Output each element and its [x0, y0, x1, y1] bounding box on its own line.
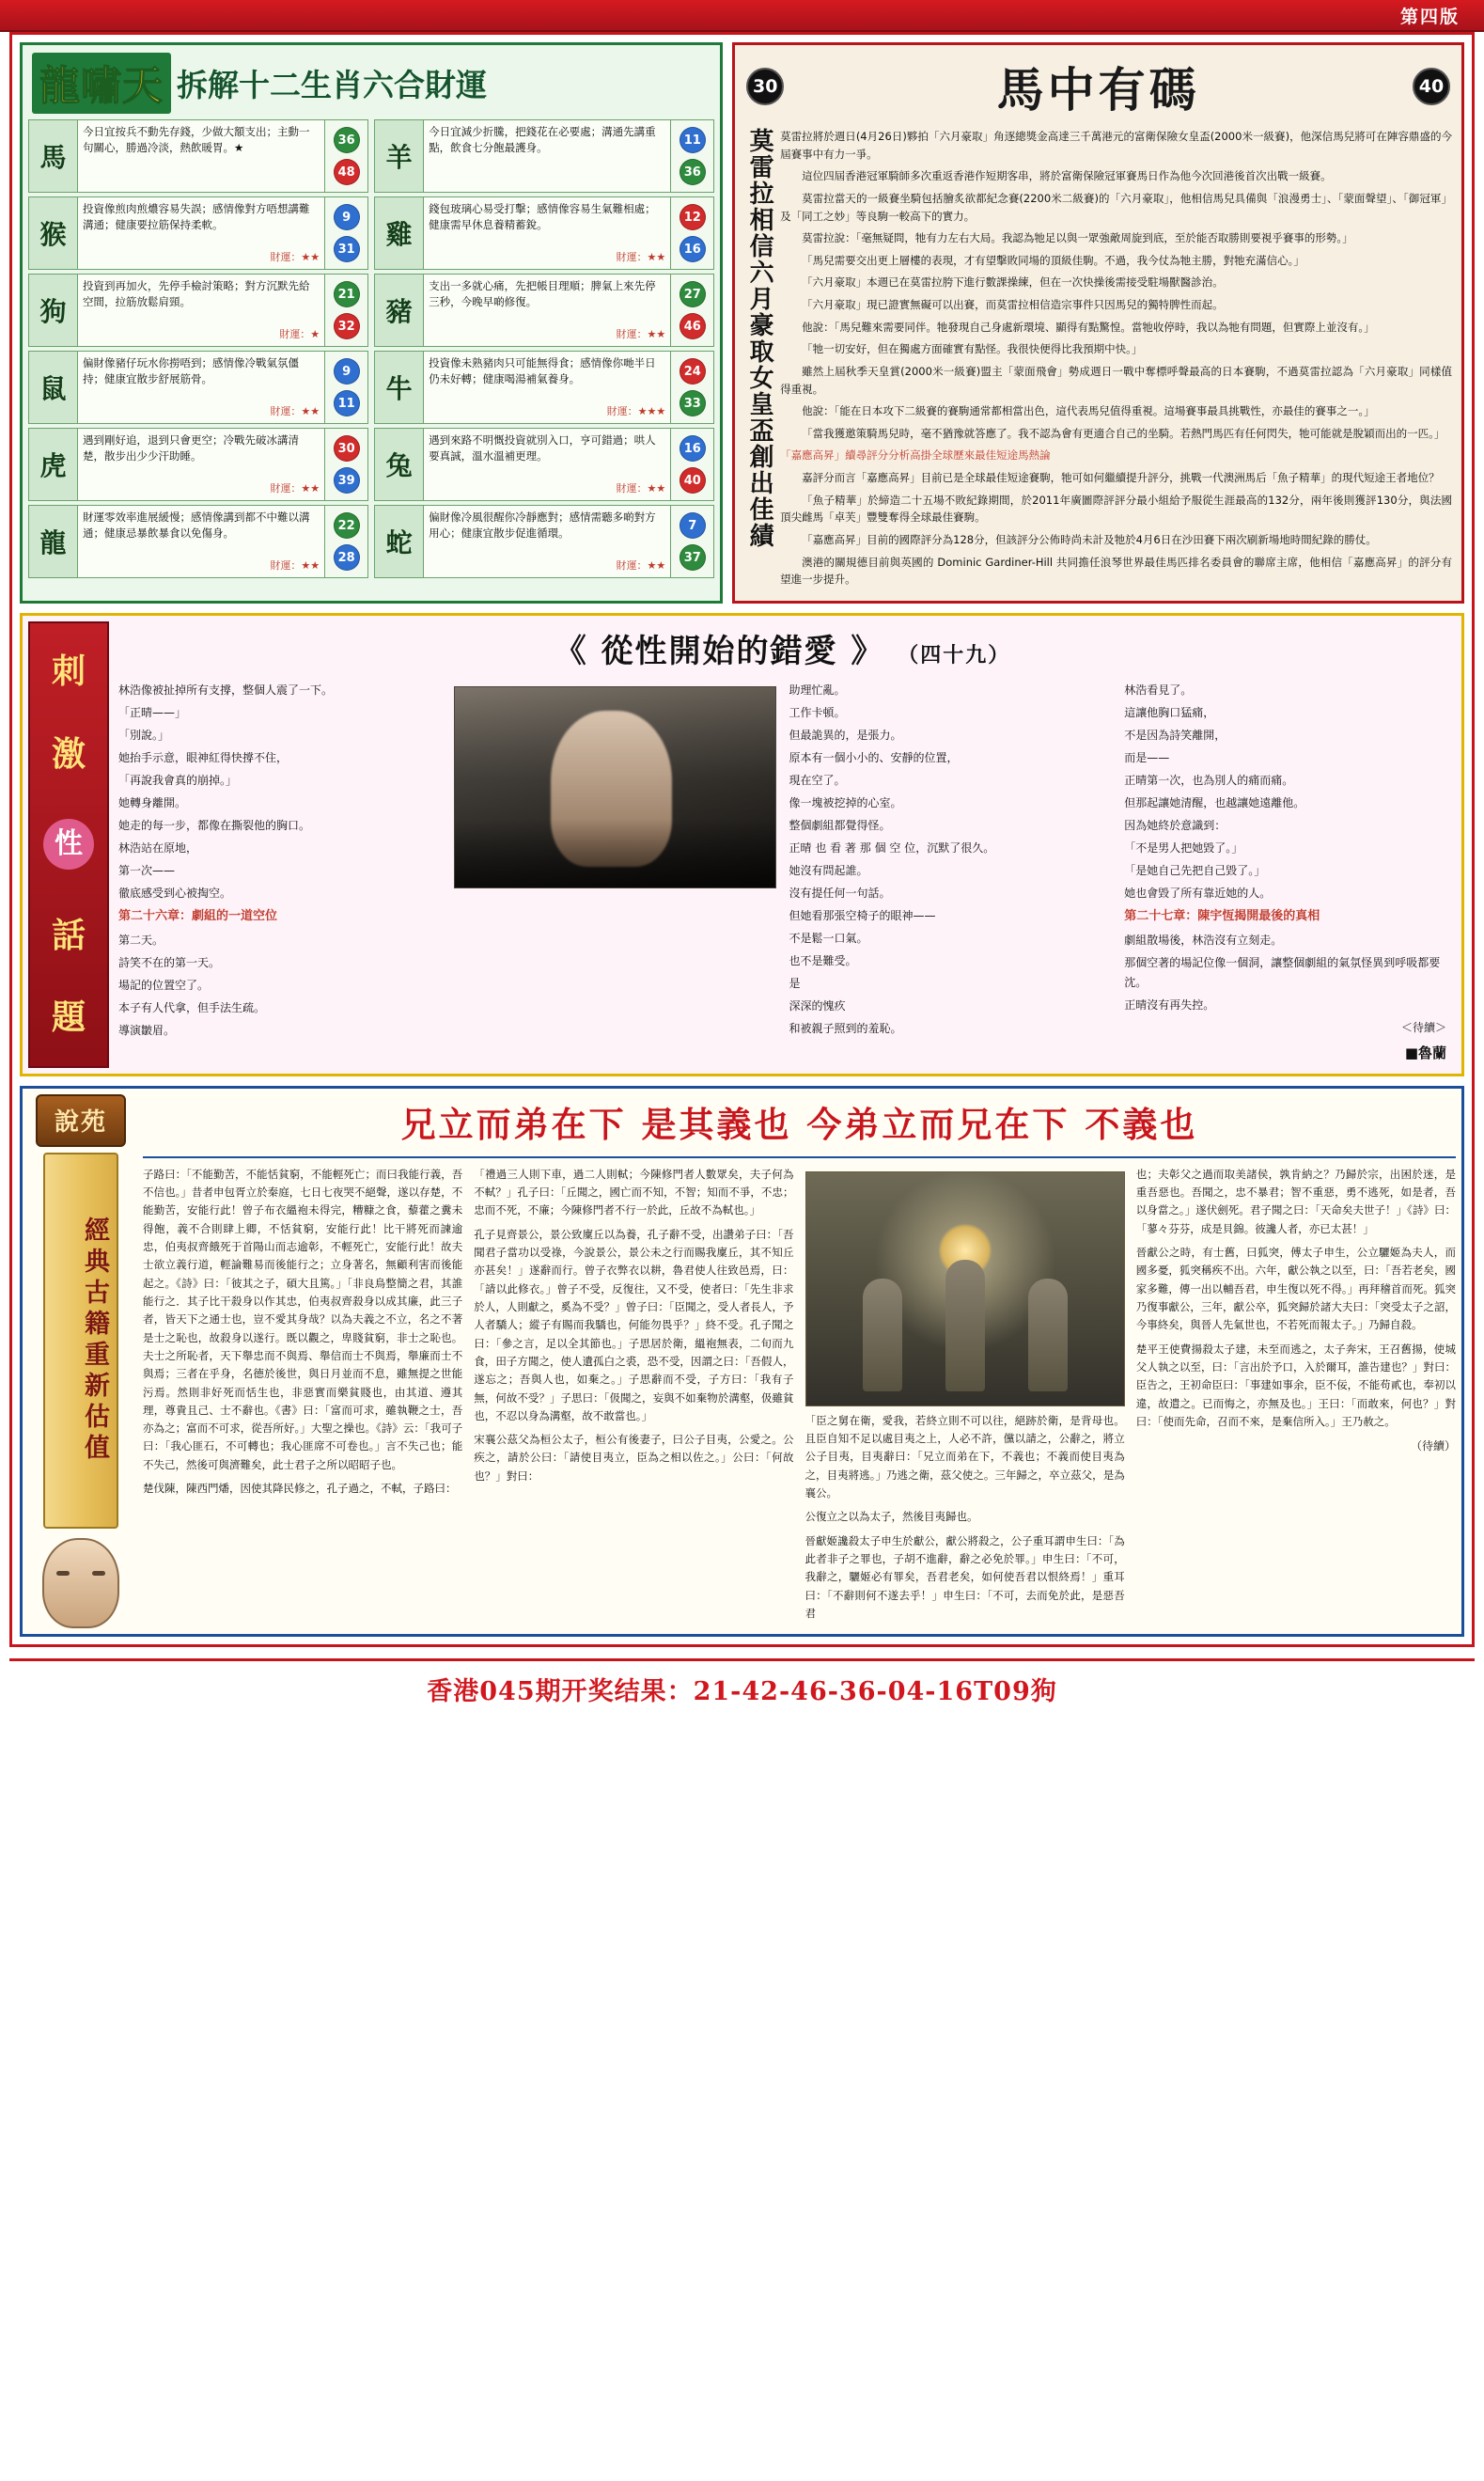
zodiac-lucky-numbers [670, 275, 713, 346]
zodiac-sign-name: 狗 [29, 275, 78, 346]
zodiac-lucky-numbers [324, 197, 367, 269]
classic-main [133, 1094, 1456, 1628]
classic-column-1 [143, 1166, 462, 1628]
zodiac-advice: 今日宜減少折騰，把錢花在必要處；溝通先講重點，飲食七分飽最護身。 [429, 125, 656, 154]
zodiac-advice: 遇到剛好追，退到只會更空；冷戰先破冰講清楚，散步出少少汗助睡。 [83, 433, 299, 463]
lucky-number-ball: 32 [334, 313, 360, 339]
novel-line: 但那起讓她清醒，也越讓她遠離他。 [1124, 795, 1305, 809]
lucky-number-ball: 36 [680, 159, 706, 185]
classic-paragraph: 楚平王使費揚殺太子建，未至而逃之，太子奔宋，王召舊揚，使城父人執之以至，曰：「言出於予口，入於爾耳，誰告建也？」對曰：臣告之，王初命臣曰：「事建如事余，臣不佞，不能苟貳也，奉初以違，故遣之。已而悔之，亦無及也。」王曰：「而敢來，何也？」對曰：「使而先命，召而不來，是棄信所入。」王乃赦之。 [1135, 1342, 1456, 1428]
article-paragraph: 雖然上屆秋季天皇賞(2000米一級賽)盟主「蒙面飛會」勢成週日一戰中奪標呼聲最高的日本賽駒，不過莫雷拉認為「六月豪取」同樣值得重視。 [780, 364, 1452, 396]
lucky-number-ball: 48 [334, 159, 360, 185]
novel-line: 整個劇組都覺得怪。 [789, 818, 891, 832]
lucky-number-ball: 27 [680, 281, 706, 307]
lucky-number-ball: 21 [334, 281, 360, 307]
lucky-number-ball: 31 [334, 236, 360, 262]
novel-line: 她沒有問起誰。 [789, 863, 868, 877]
table-row [28, 351, 368, 424]
zodiac-title-main: 龍嘯天 [32, 53, 171, 114]
zodiac-fortune: 財運：★★ [270, 251, 320, 264]
novel-section [20, 613, 1464, 1076]
novel-line: 「別說。」 [118, 728, 170, 742]
lucky-number-ball: 39 [334, 467, 360, 494]
novel-title: 《 從性開始的錯愛 》 [554, 632, 885, 670]
article-paragraph: 「嘉應高昇」目前的國際評分為128分，但該評分公佈時尚未計及牠於4月6日在沙田賽下兩次刷新場地時間紀錄的勝仗。 [802, 532, 1377, 546]
lucky-number-ball: 36 [334, 127, 360, 153]
table-row [374, 119, 714, 193]
zodiac-advice: 遇到來路不明慨投資就別入口，亨可錯過；哄人要真誠，溫水溫補更理。 [429, 433, 656, 463]
figure-shape-icon [945, 1260, 985, 1391]
novel-line: 詩笑不在的第一天。 [118, 955, 221, 969]
novel-line: 第二天。 [118, 933, 164, 947]
table-row [28, 196, 368, 270]
novel-line: 劇組散場後，林浩沒有立刻走。 [1124, 933, 1283, 947]
page-number-label: 第四版 [1399, 6, 1460, 27]
lottery-result-text: 香港045期开奖结果：21-42-46-36-04-16T09狗 [427, 1677, 1057, 1707]
novel-line: 正晴 也 看 著 那 個 空 位，沉默了很久。 [789, 840, 995, 855]
novel-line: 「不是男人把她毀了。」 [1124, 840, 1243, 855]
novel-line: 「再說我會真的崩掉。」 [118, 773, 238, 787]
article-paragraph: 這位四屆香港冠軍騎師多次重返香港作短期客串，將於富衛保險冠軍賽馬日作為他今次回港後首次出戰一級賽。 [802, 169, 1332, 183]
novel-line: 林浩看見了。 [1124, 683, 1193, 697]
article-subheadline: 「嘉應高昇」續尋評分分析高掛全球歷來最佳短途馬熱論 [780, 448, 1051, 463]
article-paragraph: 莫雷拉當天的一級賽坐騎包括膾炙欲都紀念賽(2200米二級賽)的「六月豪取」，他相信馬兒具備與「浪漫勇士」、「蒙面聲望」、「御冠軍」及「同工之妙」等良駒一較高下的實力。 [780, 191, 1452, 223]
novel-line: 導演皺眉。 [118, 1023, 176, 1037]
sidebar-char-4: 話 [51, 915, 86, 955]
sidebar-char-5: 題 [51, 997, 86, 1037]
article-paragraph: 澳港的關規德目前與英國的 Dominic Gardiner-Hill 共同擔任浪琴世界最佳馬匹排名委員會的聯席主席，他相信「嘉應高昇」的評分有望進一步提升。 [780, 555, 1452, 587]
classic-illustration [805, 1171, 1125, 1406]
novel-sidebar-banner [28, 621, 109, 1068]
article-paragraph: 他說：「馬兒難來需要同伴。牠發現自己身處新環境、顯得有點驚惶。當牠收停時，我以為牠有問題，但實際上並沒有。」 [802, 320, 1375, 334]
article-paragraph: 「魚子精華」於締造二十五場不敗紀錄期間，於2011年廣圖際評評分最小組給予服從生涯最高的132分，兩年後則獲評130分，與法國頂尖雌馬「卓芙」豐雙奪得全球最佳賽駒。 [780, 493, 1452, 525]
novel-line: 第一次—— [118, 863, 176, 877]
zodiac-cell-text [424, 429, 670, 500]
zodiac-title-sub: 拆解十二生肖六合財運 [177, 67, 487, 103]
novel-line: 但最詭異的，是張力。 [789, 728, 902, 742]
page-content-frame [9, 32, 1475, 1647]
classic-paragraph: 孔子見齊景公，景公致廩丘以為養，孔子辭不受，出讚弟子曰：「吾聞君子當功以受祿，今說景公，景公未之行而賜我廩丘，其不知丘亦甚矣！」遂辭而行。曾子衣弊衣以耕，魯君使人往致邑焉，曰：「請以此修衣。」曾子不受，反復往，又不受，使者曰：「先生非求於人，人則獻之，奚為不受？」曾子曰：「臣聞之，受人者長人，予人者驕人；縱子有賜而我驕也，何能勿畏乎？」終不受。孔子聞之曰：「參之言，足以全其節也。」子思居於衛，縕袍無表，二旬而九食，田子方聞之，使人遺孤白之裘，恐不受，因謂之曰：「吾假人，遂忘之；吾與人也，如棄之。」子思辭而不受，子方曰：「我有子無，何故不受？」子思曰：「伋聞之，妄與不如棄物於溝壑，伋雖貧也，不忍以身為溝壑，故不敢當也。」 [474, 1227, 794, 1422]
zodiac-advice: 錢包玻璃心易受打擊；感情像容易生氣難相處；健康需早休息養精蓄銳。 [429, 202, 656, 231]
zodiac-table [28, 119, 714, 578]
lucky-number-ball: 11 [334, 390, 360, 416]
classic-column-3 [805, 1166, 1125, 1628]
zodiac-cell-text [78, 120, 324, 192]
zodiac-cell-text [424, 506, 670, 577]
lottery-result-bar [9, 1658, 1475, 1720]
novel-column-1 [118, 681, 441, 1068]
zodiac-cell-text [78, 429, 324, 500]
classic-paragraph: 子路曰：「不能勤苦，不能恬貧窮，不能輕死亡；而曰我能行義，吾不信也。」昔者申包胥立於秦庭，七日七夜哭不絕聲，遂以存楚，不能勤苦，安能行此！曾子布衣縕袍未得完，糟糠之食，藜藿之糞未得飽，義不合則肆上卿，不恬貧窮，安能行此！比干將死而諫逾忠，伯夷叔齊餓死于首陽山而志逾彰，不輕死亡，安能行此！故夫士欲立義行道，輕論難易而後能行之；立身著名，無顧利害而後能起之。《詩》曰：「彼其之子，碩大且篤。」「非良鳥整簡之君，其誰能行之．其子比干殺身以作其忠，伯夷叔齊殺身以成其廉，此三子者，皆天下之通士也，豈不愛其身哉？以為夫義之不立，名之不著是士之恥也，故殺身以遂行。既以觀之，卑賤貧窮，非士之恥也。夫士之所恥者，天下舉忠而不與焉、舉信而士不與焉，舉廉而士不與焉；三者在乎身，名德於後世，與日月並而不息，雖無提之世能污焉。然則非好死而恬生也，非惡實而樂貧賤也，由其道、遵其理，尊貴且己、士不辭也。《書》曰：「富而可求，雖執鞭之士，吾亦為之；富而不可求，從吾所好。」大聖之操也。《詩》云：「我可子曰：「我心匪石，不可轉也；我心匪席不可卷也。」言不失己也；能不失己，然後可與濟難矣，此士君子之所以昭昭子也。 [143, 1167, 463, 1471]
classic-section [20, 1086, 1464, 1637]
zodiac-advice: 今日宜按兵不動先存錢，少做大額支出；主動一句關心，勝過冷淡，熱飲暖胃。★ [83, 125, 310, 154]
article-paragraph: 「六月豪取」本週已在莫雷拉胯下進行數課操練，但在一次快操後需接受駐場獸醫診治。 [802, 275, 1224, 290]
novel-line: 徹底感受到心被掏空。 [118, 886, 232, 900]
classic-column-4 [1136, 1166, 1456, 1628]
zodiac-sign-name: 兔 [375, 429, 424, 500]
novel-line: 林浩站在原地， [118, 840, 198, 855]
zodiac-sign-name: 龍 [29, 506, 78, 577]
zodiac-advice: 投資到再加火，先停手檢討策略；對方沉默先給空間，拉筋放鬆肩頸。 [83, 279, 310, 308]
novel-line: 林浩像被扯掉所有支撐，整個人震了一下。 [118, 683, 334, 697]
zodiac-advice: 偏財像豬仔玩水你撈唔到；感情像冷戰氣氛僵持；健康宜散步舒展筋骨。 [83, 356, 299, 385]
table-row [28, 505, 368, 578]
novel-line: 「是她自己先把自己毀了。」 [1124, 863, 1266, 877]
scholar-portrait-icon [42, 1538, 119, 1628]
novel-line: 「正晴——」 [118, 705, 187, 719]
article-paragraph: 「六月豪取」現已證實無礙可以出賽，而莫雷拉相信造宗事件只因馬兒的獨特脾性而起。 [802, 298, 1224, 311]
horse-racing-panel [732, 42, 1464, 604]
zodiac-lucky-numbers [670, 197, 713, 269]
classic-scroll-banner: 經典古籍重新估值 [43, 1153, 118, 1529]
lucky-number-ball: 28 [334, 544, 360, 571]
lucky-number-ball: 16 [680, 435, 706, 462]
zodiac-advice: 投資像未熟豬肉只可能無得食；感情像你哋半日仍未好轉；健康喝湯補氣養身。 [429, 356, 656, 385]
classic-column-2 [474, 1166, 793, 1628]
zodiac-fortune: 財運：★★★ [606, 405, 666, 418]
zodiac-fortune: 財運：★★ [616, 251, 666, 264]
sidebar-char-1: 刺 [51, 652, 86, 692]
sidebar-char-3: 性 [43, 819, 94, 870]
horse-vertical-headline: 莫雷拉相信六月豪取女皇盃創出佳績 [745, 128, 774, 549]
novel-chapter-heading: 第二十七章：陳宇恆揭開最後的真相 [1124, 908, 1320, 923]
classic-sidebar [28, 1094, 133, 1628]
novel-line: 是 [789, 976, 801, 990]
zodiac-advice: 財運零效率進展緩慢；感情像講到都不中難以溝通；健康忌暴飲暴食以免傷身。 [83, 510, 310, 540]
zodiac-fortune: 財運：★★ [616, 559, 666, 573]
zodiac-cell-text [424, 197, 670, 269]
zodiac-sign-name: 蛇 [375, 506, 424, 577]
table-row [28, 274, 368, 347]
badge-number-left: 30 [746, 68, 784, 105]
zodiac-fortune: 財運：★★ [270, 405, 320, 418]
novel-episode: （四十九） [898, 642, 1011, 667]
classic-headline: 兄立而弟在下 是其義也 今弟立而兄在下 不義也 [143, 1094, 1456, 1158]
zodiac-fortune: 財運：★★ [270, 482, 320, 495]
horse-panel-header [741, 51, 1456, 126]
novel-line: 她轉身離開。 [118, 795, 187, 809]
zodiac-lucky-numbers [324, 506, 367, 577]
article-paragraph: 「牠一切安好，但在獨處方面確實有點怪。我很快便得比我預期中快。」 [802, 342, 1143, 356]
zodiac-cell-text [424, 275, 670, 346]
zodiac-lucky-numbers [670, 120, 713, 192]
zodiac-sign-name: 鼠 [29, 352, 78, 423]
classic-paragraph: 「禮過三人則下車，過二人則軾；今陳修門者人數眾矣，夫子何為不軾？」孔子曰：「丘聞之，國亡而不知，不智；知而不爭，不忠；忠而不死，不廉；今陳修門者不行一於此，丘故不為軾也。」 [474, 1167, 794, 1217]
lucky-number-ball: 12 [680, 204, 706, 230]
lucky-number-ball: 22 [334, 512, 360, 539]
lucky-number-ball: 9 [334, 204, 360, 230]
classic-paragraph: 宋襄公茲父為桓公太子，桓公有後妻子，曰公子目夷，公愛之。公疾之，請於公曰：「請使目夷立，臣為之相以佐之。」公曰：「何故也？」對曰： [474, 1433, 794, 1483]
badge-number-right: 40 [1413, 68, 1450, 105]
novel-column-4 [1124, 681, 1446, 1068]
zodiac-lucky-numbers [324, 120, 367, 192]
novel-title-row [118, 621, 1446, 681]
article-paragraph: 莫雷拉說：「毫無疑問，牠有力左右大局。我認為牠足以與一眾強敵周旋到底，至於能否取勝則要視乎賽事的形勢。」 [802, 231, 1353, 245]
novel-line: 不是因為詩笑離開， [1124, 728, 1226, 742]
zodiac-lucky-numbers [324, 275, 367, 346]
article-paragraph: 莫雷拉將於週日(4月26日)夥拍「六月豪取」角逐總獎金高達三千萬港元的富衛保險女皇盃(2000米一級賽)，他深信馬兒將可在陣容鼎盛的今屆賽事中有力一爭。 [780, 130, 1452, 161]
novel-line: 現在空了。 [789, 773, 846, 787]
zodiac-advice: 支出一多就心痛，先把帳目理順；脾氣上來先停三秒，今晚早啲修復。 [429, 279, 656, 308]
table-row [374, 351, 714, 424]
novel-line: 因為她終於意識到： [1124, 818, 1226, 832]
table-row [374, 428, 714, 501]
zodiac-header [28, 51, 714, 119]
novel-line: 而是—— [1124, 750, 1170, 764]
novel-author: ■魯蘭 [1404, 1044, 1446, 1061]
table-row [374, 196, 714, 270]
to-be-continued-label: （待續） [1410, 1439, 1456, 1453]
sidebar-char-2: 激 [51, 733, 86, 774]
novel-line: 本子有人代拿，但手法生疏。 [118, 1000, 266, 1014]
novel-line: 和被親子照到的羞恥。 [789, 1021, 902, 1035]
zodiac-cell-text [78, 352, 324, 423]
novel-line: 她抬手示意，眼神紅得快撐不住， [118, 750, 289, 764]
lucky-number-ball: 11 [680, 127, 706, 153]
novel-photo [454, 686, 776, 888]
novel-column-2 [454, 681, 776, 1068]
zodiac-cell-text [78, 275, 324, 346]
novel-main [109, 621, 1456, 1068]
lucky-number-ball: 24 [680, 358, 706, 385]
article-paragraph: 「馬兒需要交出更上層樓的表現，才有望擊敗同場的頂級佳駒。不過，我今仗為牠主勝，對牠充滿信心。」 [802, 253, 1304, 267]
zodiac-fortune: 財運：★★ [270, 559, 320, 573]
lucky-number-ball: 30 [334, 435, 360, 462]
novel-line: 不是鬆一口氣。 [789, 931, 868, 945]
to-be-continued-label: ＜待續＞ [1400, 1020, 1446, 1034]
novel-line: 場記的位置空了。 [118, 978, 210, 992]
zodiac-sign-name: 豬 [375, 275, 424, 346]
zodiac-lucky-numbers [670, 506, 713, 577]
zodiac-sign-name: 虎 [29, 429, 78, 500]
classic-columns [143, 1166, 1456, 1628]
zodiac-sign-name: 馬 [29, 120, 78, 192]
novel-line: 她也會毀了所有靠近她的人。 [1124, 886, 1272, 900]
zodiac-sign-name: 雞 [375, 197, 424, 269]
zodiac-advice: 偏財像冷風很醒你冷靜應對；感情需聽多啲對方用心；健康宜散步促進循環。 [429, 510, 656, 540]
classic-source-badge: 說苑 [36, 1094, 126, 1147]
novel-line: 深深的愧疚 [789, 998, 846, 1013]
novel-column-3 [789, 681, 1112, 1068]
zodiac-fortune: 財運：★★ [616, 328, 666, 341]
classic-paragraph: 公復立之以為太子，然後目夷歸也。 [804, 1510, 978, 1524]
table-row [28, 428, 368, 501]
zodiac-sign-name: 牛 [375, 352, 424, 423]
novel-line: 那個空著的場記位像一個洞，讓整個劇組的氣氛怪異到呼吸都要沈。 [1124, 955, 1441, 989]
novel-line: 但她看那張空椅子的眼神—— [789, 908, 936, 922]
lucky-number-ball: 16 [680, 236, 706, 262]
zodiac-cell-text [78, 506, 324, 577]
figure-shape-icon [863, 1279, 902, 1391]
figure-shape-icon [1028, 1279, 1068, 1391]
classic-paragraph: 晉獻公之時，有士舊，曰狐突，傅太子申生，公立驪姬為夫人，而國多憂，狐突稱疾不出。六年，獻公執之以至，曰：「吾若老矣，國家多難，傳一出以輔吾君，申生復以死不得。」再拜稽首而死。狐突乃復事獻公，三年，獻公卒，狐突歸於諸大夫曰：「突受太子之詔，今事終矣，與晉人先氣世也，不若死而報太子。」乃歸自殺。 [1135, 1246, 1456, 1332]
novel-line: 沒有提任何一句話。 [789, 886, 891, 900]
table-row [374, 274, 714, 347]
zodiac-lucky-numbers [324, 429, 367, 500]
page-header-bar [0, 0, 1484, 32]
novel-columns [118, 681, 1446, 1068]
zodiac-sign-name: 羊 [375, 120, 424, 192]
classic-paragraph: 晉獻姬讒殺太子申生於獻公，獻公將殺之，公子重耳謂申生曰：「為此者非子之罪也，子胡不進辭，辭之必免於罪。」申生曰：「不可，我辭之，驪姬必有罪矣，吾君老矣，如何使吾君以恨終焉！」重耳曰：「不辭則何不遂去乎！」申生曰：「不可，去而免於此，是惡吾君 [804, 1533, 1125, 1620]
lucky-number-ball: 7 [680, 512, 706, 539]
article-paragraph: 「當我獲邀策騎馬兒時，毫不猶豫就答應了。我不認為會有更適合自己的坐騎。若熱門馬匹有任何閃失，牠可能就是脫穎而出的一匹。」 [802, 426, 1445, 440]
novel-line: 助理忙亂。 [789, 683, 846, 697]
article-paragraph: 他說：「能在日本攻下二級賽的賽駒通常都相當出色，這代表馬兒值得重視。這場賽事最具挑戰性，亦最佳的賽事之一。」 [802, 404, 1375, 418]
table-row [374, 505, 714, 578]
lucky-number-ball: 40 [680, 467, 706, 494]
classic-paragraph: 楚伐陳，陳西門燔，因使其降民修之，孔子過之，不軾，子路曰： [143, 1482, 457, 1496]
novel-line: 原本有一個小小的、安靜的位置， [789, 750, 959, 764]
zodiac-cell-text [424, 352, 670, 423]
horse-article-text [780, 128, 1452, 593]
novel-line: 這讓他胸口猛痛， [1124, 705, 1215, 719]
article-paragraph: 嘉評分而言「嘉應高昇」目前已是全球最佳短途賽駒，牠可如何繼續提升評分，挑戰一代澳洲馬后「魚子精華」的現代短途王者地位？ [802, 471, 1440, 484]
novel-line: 也不是難受。 [789, 953, 857, 967]
novel-chapter-heading: 第二十六章：劇組的一道空位 [118, 908, 278, 923]
zodiac-lucky-numbers [670, 352, 713, 423]
lucky-number-ball: 9 [334, 358, 360, 385]
zodiac-fortune: 財運：★ [279, 328, 320, 341]
lucky-number-ball: 33 [680, 390, 706, 416]
zodiac-advice: 投資像煎肉煎燶容易失誤；感情像對方唔想講難溝通；健康要拉筋保持柔軟。 [83, 202, 310, 231]
section-top [20, 42, 1464, 604]
zodiac-fortune-panel [20, 42, 723, 604]
zodiac-fortune: 財運：★★ [616, 482, 666, 495]
horse-panel-body [741, 126, 1456, 595]
zodiac-column-right [374, 119, 714, 578]
novel-line: 她走的每一步，都像在撕裂他的胸口。 [118, 818, 311, 832]
horse-panel-title: 馬中有碼 [996, 62, 1200, 118]
classic-paragraph: 也；夫彰父之過而取美諸侯，孰肯納之？乃歸於宗，出困於迷，是重吾惡也。吾聞之，忠不暴君；智不重惡，勇不逃死，如是者，吾以身當之。」遂伏劍死。君子聞之曰：「天命矣夫世子！」《詩》曰：「蓼々芬芬，成是貝錦。彼讒人者，亦已太甚！」 [1135, 1167, 1456, 1235]
lucky-number-ball: 37 [680, 544, 706, 571]
zodiac-lucky-numbers [324, 352, 367, 423]
classic-paragraph: 「臣之舅在衛，愛我，若終立則不可以往，絕跡於衛，是背母也。且臣自知不足以處目夷之上，人必不許，儻以請之，公辭之，將立公子目夷，目夷辭曰：「兄立而弟在下，不義也；不義而使目夷為之，目夷將逃。」乃逃之衛，茲父使之。三年歸之，卒立茲父，是為襄公。 [804, 1413, 1125, 1500]
zodiac-cell-text [78, 197, 324, 269]
zodiac-column-left [28, 119, 368, 578]
zodiac-sign-name: 猴 [29, 197, 78, 269]
zodiac-cell-text [424, 120, 670, 192]
novel-line: 工作卡頓。 [789, 705, 846, 719]
zodiac-lucky-numbers [670, 429, 713, 500]
novel-line: 正晴沒有再失控。 [1124, 997, 1215, 1012]
table-row [28, 119, 368, 193]
novel-line: 像一塊被挖掉的心室。 [789, 795, 902, 809]
lucky-number-ball: 46 [680, 313, 706, 339]
novel-line: 正晴第一次，也為別人的痛而痛。 [1124, 773, 1294, 787]
